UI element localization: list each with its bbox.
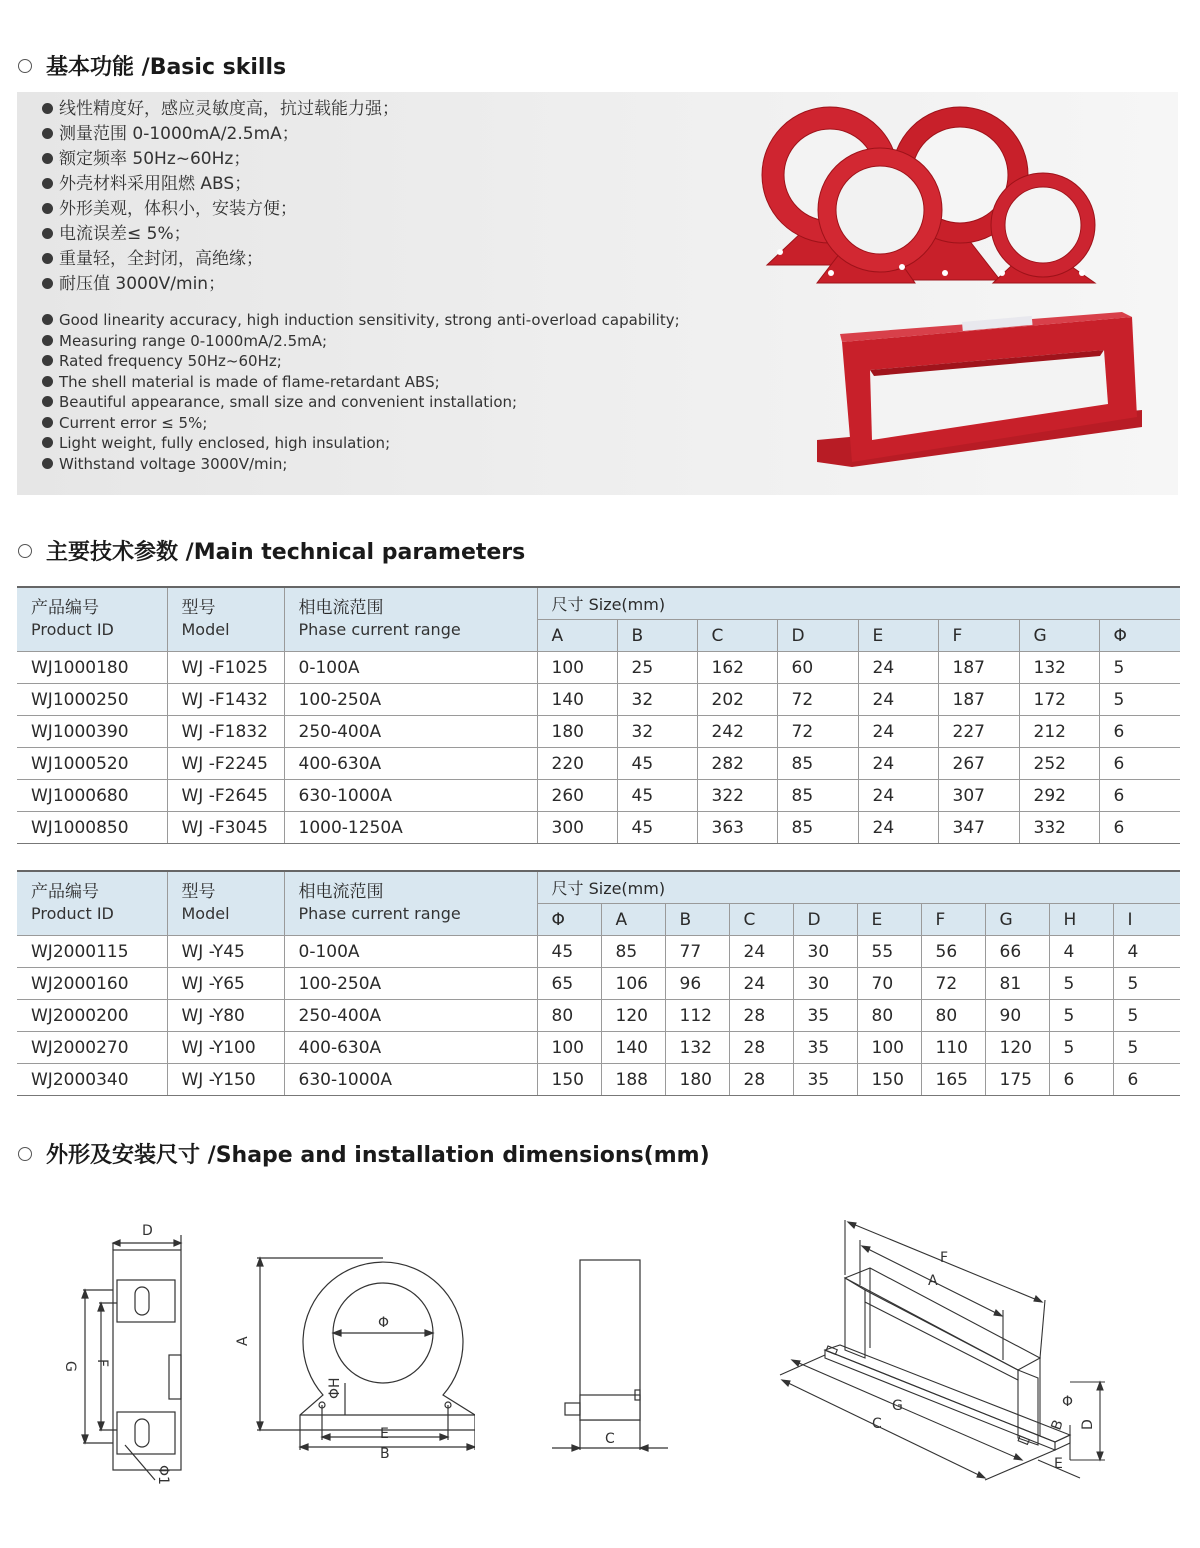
table-cell: 188: [601, 1064, 665, 1096]
table-cell: 24: [729, 968, 793, 1000]
feature-list-english: [42, 310, 680, 474]
size-column-header: G: [985, 904, 1049, 936]
table-cell: 35: [793, 1064, 857, 1096]
table-cell: 6: [1099, 748, 1180, 780]
size-column-header: E: [858, 620, 938, 652]
bullet-dot-icon: [42, 103, 53, 114]
table-cell: 162: [697, 652, 777, 684]
feature-item: [42, 310, 680, 331]
table-cell: 250-400A: [284, 1000, 537, 1032]
svg-text:F: F: [940, 1250, 949, 1266]
table-cell: 45: [617, 812, 697, 844]
table-cell: 140: [601, 1032, 665, 1064]
section-title-text: 基本功能 /Basic skills: [46, 55, 287, 80]
table-cell: 150: [537, 1064, 601, 1096]
table-cell: WJ -Y80: [167, 1000, 284, 1032]
table-row: [17, 812, 1180, 844]
header-product-id: 产品编号 Product ID: [17, 871, 167, 936]
feature-item: [42, 372, 680, 393]
table-cell: 35: [793, 1000, 857, 1032]
table-cell: 5: [1099, 684, 1180, 716]
table-cell: WJ1000850: [17, 812, 167, 844]
table-cell: 80: [537, 1000, 601, 1032]
table-cell: 242: [697, 716, 777, 748]
table-cell: 187: [938, 684, 1019, 716]
table-cell: 85: [777, 812, 858, 844]
table-row: [17, 1000, 1180, 1032]
size-column-header: F: [938, 620, 1019, 652]
header-size: 尺寸 Size(mm): [537, 587, 1180, 620]
section-title-text: 主要技术参数 /Main technical parameters: [46, 540, 526, 565]
ring-transformer-photo: [755, 95, 1115, 295]
table-cell: 65: [537, 968, 601, 1000]
front-view-drawing: [235, 1255, 475, 1465]
svg-text:E: E: [380, 1426, 389, 1442]
table-cell: 70: [857, 968, 921, 1000]
header-size: 尺寸 Size(mm): [537, 871, 1180, 904]
table-cell: 24: [858, 812, 938, 844]
table-cell: 112: [665, 1000, 729, 1032]
table-cell: 45: [617, 748, 697, 780]
feature-text: 线性精度好，感应灵敏度高，抗过载能力强；: [59, 99, 399, 119]
table-cell: 6: [1099, 716, 1180, 748]
table-cell: 24: [858, 652, 938, 684]
size-column-header: A: [537, 620, 617, 652]
svg-text:C: C: [605, 1431, 615, 1447]
parameters-table-y-series: [17, 870, 1180, 1096]
size-column-header: C: [697, 620, 777, 652]
section-title-parameters: [18, 535, 525, 566]
feature-item: [42, 97, 399, 122]
size-column-header: D: [793, 904, 857, 936]
table-cell: 60: [777, 652, 858, 684]
bullet-dot-icon: [42, 417, 53, 428]
table-cell: WJ -F2245: [167, 748, 284, 780]
svg-text:G: G: [892, 1398, 903, 1414]
circle-bullet-icon: [18, 1147, 32, 1161]
table-cell: 28: [729, 1000, 793, 1032]
table-cell: 140: [537, 684, 617, 716]
table-cell: 120: [601, 1000, 665, 1032]
feature-text: Withstand voltage 3000V/min;: [59, 454, 288, 473]
table-cell: 260: [537, 780, 617, 812]
feature-item: [42, 197, 399, 222]
bullet-dot-icon: [42, 314, 53, 325]
bullet-dot-icon: [42, 396, 53, 407]
table-cell: WJ1000680: [17, 780, 167, 812]
table-cell: WJ1000390: [17, 716, 167, 748]
table-cell: 72: [921, 968, 985, 1000]
feature-item: [42, 172, 399, 197]
table-cell: 5: [1049, 968, 1113, 1000]
table-cell: WJ2000160: [17, 968, 167, 1000]
svg-text:B: B: [1048, 1417, 1067, 1433]
table-row: [17, 716, 1180, 748]
size-column-header: B: [665, 904, 729, 936]
feature-text: Current error ≤ 5%;: [59, 413, 208, 432]
table-cell: 106: [601, 968, 665, 1000]
table-cell: 85: [777, 780, 858, 812]
table-cell: WJ1000250: [17, 684, 167, 716]
table-cell: WJ -Y100: [167, 1032, 284, 1064]
table-row: [17, 684, 1180, 716]
parameters-table-f-series: [17, 586, 1180, 844]
feature-text: 电流误差≤ 5%；: [59, 224, 191, 244]
circle-bullet-icon: [18, 544, 32, 558]
table-cell: 322: [697, 780, 777, 812]
table-cell: 24: [858, 780, 938, 812]
table-cell: 187: [938, 652, 1019, 684]
header-product-id: 产品编号 Product ID: [17, 587, 167, 652]
svg-text:B: B: [380, 1446, 390, 1462]
svg-text:ΦH: ΦH: [327, 1377, 343, 1399]
feature-item: [42, 247, 399, 272]
table-cell: 363: [697, 812, 777, 844]
table-row: [17, 1064, 1180, 1096]
feature-text: Measuring range 0-1000mA/2.5mA;: [59, 331, 328, 350]
table-cell: 55: [857, 936, 921, 968]
feature-item: [42, 351, 680, 372]
rectangular-transformer-photo: [812, 312, 1147, 472]
size-column-header: E: [857, 904, 921, 936]
size-column-header: D: [777, 620, 858, 652]
size-column-header: Φ: [1099, 620, 1180, 652]
table-cell: 0-100A: [284, 652, 537, 684]
feature-text: Rated frequency 50Hz~60Hz;: [59, 352, 282, 370]
table-row: [17, 748, 1180, 780]
bullet-dot-icon: [42, 458, 53, 469]
table-cell: 267: [938, 748, 1019, 780]
header-phase-current-range: 相电流范围 Phase current range: [284, 587, 537, 652]
size-column-header: I: [1113, 904, 1180, 936]
feature-item: [42, 454, 680, 475]
table-cell: 28: [729, 1064, 793, 1096]
isometric-view-drawing: [770, 1210, 1110, 1490]
bullet-dot-icon: [42, 128, 53, 139]
table-cell: 24: [729, 936, 793, 968]
feature-text: Light weight, fully enclosed, high insulation;: [59, 434, 391, 452]
header-phase-current-range: 相电流范围 Phase current range: [284, 871, 537, 936]
table-cell: 300: [537, 812, 617, 844]
table-cell: 132: [665, 1032, 729, 1064]
table-cell: 81: [985, 968, 1049, 1000]
size-column-header: A: [601, 904, 665, 936]
svg-text:Φ: Φ: [378, 1315, 390, 1331]
table-cell: 24: [858, 748, 938, 780]
feature-text: 外壳材料采用阻燃 ABS；: [59, 174, 252, 194]
table-cell: 400-630A: [284, 748, 537, 780]
bullet-dot-icon: [42, 335, 53, 346]
size-column-header: H: [1049, 904, 1113, 936]
header-model: 型号 Model: [167, 871, 284, 936]
table-cell: 32: [617, 716, 697, 748]
table-cell: 80: [857, 1000, 921, 1032]
feature-text: 额定频率 50Hz~60Hz；: [59, 149, 251, 169]
table-cell: 5: [1113, 1032, 1180, 1064]
feature-item: [42, 433, 680, 454]
table-cell: 307: [938, 780, 1019, 812]
table-cell: 96: [665, 968, 729, 1000]
table-cell: 72: [777, 684, 858, 716]
table-cell: WJ2000115: [17, 936, 167, 968]
table-cell: 100-250A: [284, 968, 537, 1000]
table-row: [17, 780, 1180, 812]
table-cell: 5: [1113, 968, 1180, 1000]
table-cell: 80: [921, 1000, 985, 1032]
section-title-text: 外形及安装尺寸 /Shape and installation dimensions(mm): [46, 1143, 710, 1168]
table-cell: 180: [537, 716, 617, 748]
table-cell: 0-100A: [284, 936, 537, 968]
size-column-header: B: [617, 620, 697, 652]
table-cell: 4: [1113, 936, 1180, 968]
table-cell: 32: [617, 684, 697, 716]
size-column-header: F: [921, 904, 985, 936]
table-cell: 6: [1099, 812, 1180, 844]
table-row: [17, 968, 1180, 1000]
table-cell: 202: [697, 684, 777, 716]
table-cell: 5: [1099, 652, 1180, 684]
feature-text: 重量轻，全封闭，高绝缘；: [59, 249, 263, 269]
svg-text:Φ1: Φ1: [155, 1465, 171, 1485]
feature-item: [42, 331, 680, 352]
table-cell: 1000-1250A: [284, 812, 537, 844]
feature-list-chinese: [42, 97, 399, 297]
table-cell: 227: [938, 716, 1019, 748]
table-cell: 66: [985, 936, 1049, 968]
table-cell: 35: [793, 1032, 857, 1064]
table-cell: WJ1000520: [17, 748, 167, 780]
table-cell: 6: [1113, 1064, 1180, 1096]
svg-text:Φ: Φ: [1062, 1394, 1074, 1410]
edge-view-drawing: [550, 1255, 675, 1455]
table-cell: 132: [1019, 652, 1099, 684]
feature-item: [42, 392, 680, 413]
circle-bullet-icon: [18, 59, 32, 73]
bullet-dot-icon: [42, 153, 53, 164]
table-row: [17, 936, 1180, 968]
table-cell: 120: [985, 1032, 1049, 1064]
bullet-dot-icon: [42, 203, 53, 214]
table-cell: 252: [1019, 748, 1099, 780]
size-column-header: G: [1019, 620, 1099, 652]
table-cell: WJ -F3045: [167, 812, 284, 844]
table-cell: WJ -Y45: [167, 936, 284, 968]
table-cell: 30: [793, 968, 857, 1000]
svg-text:D: D: [1080, 1419, 1096, 1430]
bullet-dot-icon: [42, 355, 53, 366]
table-cell: 165: [921, 1064, 985, 1096]
bullet-dot-icon: [42, 376, 53, 387]
table-cell: 180: [665, 1064, 729, 1096]
table-cell: 45: [537, 936, 601, 968]
table-cell: 212: [1019, 716, 1099, 748]
svg-text:F: F: [94, 1359, 110, 1368]
table-cell: 100: [537, 1032, 601, 1064]
table-row: [17, 652, 1180, 684]
table-cell: 630-1000A: [284, 1064, 537, 1096]
table-cell: 85: [601, 936, 665, 968]
table-cell: 150: [857, 1064, 921, 1096]
table-cell: 400-630A: [284, 1032, 537, 1064]
table-cell: WJ -F1025: [167, 652, 284, 684]
table-cell: 100-250A: [284, 684, 537, 716]
bullet-dot-icon: [42, 178, 53, 189]
size-column-header: C: [729, 904, 793, 936]
svg-text:G: G: [62, 1361, 78, 1372]
table-cell: 56: [921, 936, 985, 968]
table-cell: 100: [857, 1032, 921, 1064]
table-cell: 292: [1019, 780, 1099, 812]
table-cell: 100: [537, 652, 617, 684]
feature-item: [42, 122, 399, 147]
table-cell: 90: [985, 1000, 1049, 1032]
table-cell: 77: [665, 936, 729, 968]
table-cell: 110: [921, 1032, 985, 1064]
table-cell: 250-400A: [284, 716, 537, 748]
feature-item: [42, 222, 399, 247]
table-cell: 347: [938, 812, 1019, 844]
feature-text: 耐压值 3000V/min；: [59, 274, 226, 294]
table-cell: 6: [1049, 1064, 1113, 1096]
feature-item: [42, 147, 399, 172]
table-cell: 630-1000A: [284, 780, 537, 812]
svg-text:C: C: [872, 1416, 882, 1432]
feature-text: Good linearity accuracy, high induction sensitivity, strong anti-overload capability;: [59, 311, 680, 329]
header-model: 型号 Model: [167, 587, 284, 652]
size-column-header: Φ: [537, 904, 601, 936]
section-title-basic-skills: [18, 50, 286, 81]
table-cell: 175: [985, 1064, 1049, 1096]
table-cell: 28: [729, 1032, 793, 1064]
feature-item: [42, 413, 680, 434]
table-cell: 332: [1019, 812, 1099, 844]
bullet-dot-icon: [42, 253, 53, 264]
table-cell: WJ -Y65: [167, 968, 284, 1000]
table-cell: 24: [858, 716, 938, 748]
svg-text:A: A: [928, 1273, 938, 1289]
bullet-dot-icon: [42, 437, 53, 448]
svg-text:E: E: [1054, 1456, 1063, 1472]
feature-text: The shell material is made of flame-retardant ABS;: [59, 372, 440, 391]
feature-item: [42, 272, 399, 297]
table-cell: WJ2000270: [17, 1032, 167, 1064]
bullet-dot-icon: [42, 228, 53, 239]
table-cell: 282: [697, 748, 777, 780]
table-cell: WJ -F1432: [167, 684, 284, 716]
table-cell: 5: [1113, 1000, 1180, 1032]
svg-text:A: A: [235, 1336, 251, 1346]
table-cell: 4: [1049, 936, 1113, 968]
table-cell: WJ2000200: [17, 1000, 167, 1032]
feature-text: 测量范围 0-1000mA/2.5mA；: [59, 124, 299, 144]
table-cell: 25: [617, 652, 697, 684]
table-cell: WJ -F1832: [167, 716, 284, 748]
table-cell: 45: [617, 780, 697, 812]
section-title-dimensions: [18, 1138, 710, 1169]
table-cell: WJ2000340: [17, 1064, 167, 1096]
table-cell: 172: [1019, 684, 1099, 716]
feature-text: 外形美观，体积小，安装方便；: [59, 199, 297, 219]
table-cell: 24: [858, 684, 938, 716]
table-cell: 5: [1049, 1000, 1113, 1032]
table-cell: WJ -Y150: [167, 1064, 284, 1096]
table-row: [17, 1032, 1180, 1064]
side-view-drawing: [55, 1215, 195, 1490]
table-cell: 30: [793, 936, 857, 968]
table-cell: WJ1000180: [17, 652, 167, 684]
table-cell: 5: [1049, 1032, 1113, 1064]
table-cell: 6: [1099, 780, 1180, 812]
table-cell: WJ -F2645: [167, 780, 284, 812]
bullet-dot-icon: [42, 278, 53, 289]
table-cell: 85: [777, 748, 858, 780]
table-cell: 72: [777, 716, 858, 748]
table-cell: 220: [537, 748, 617, 780]
svg-text:D: D: [142, 1223, 153, 1239]
feature-text: Beautiful appearance, small size and convenient installation;: [59, 393, 518, 411]
